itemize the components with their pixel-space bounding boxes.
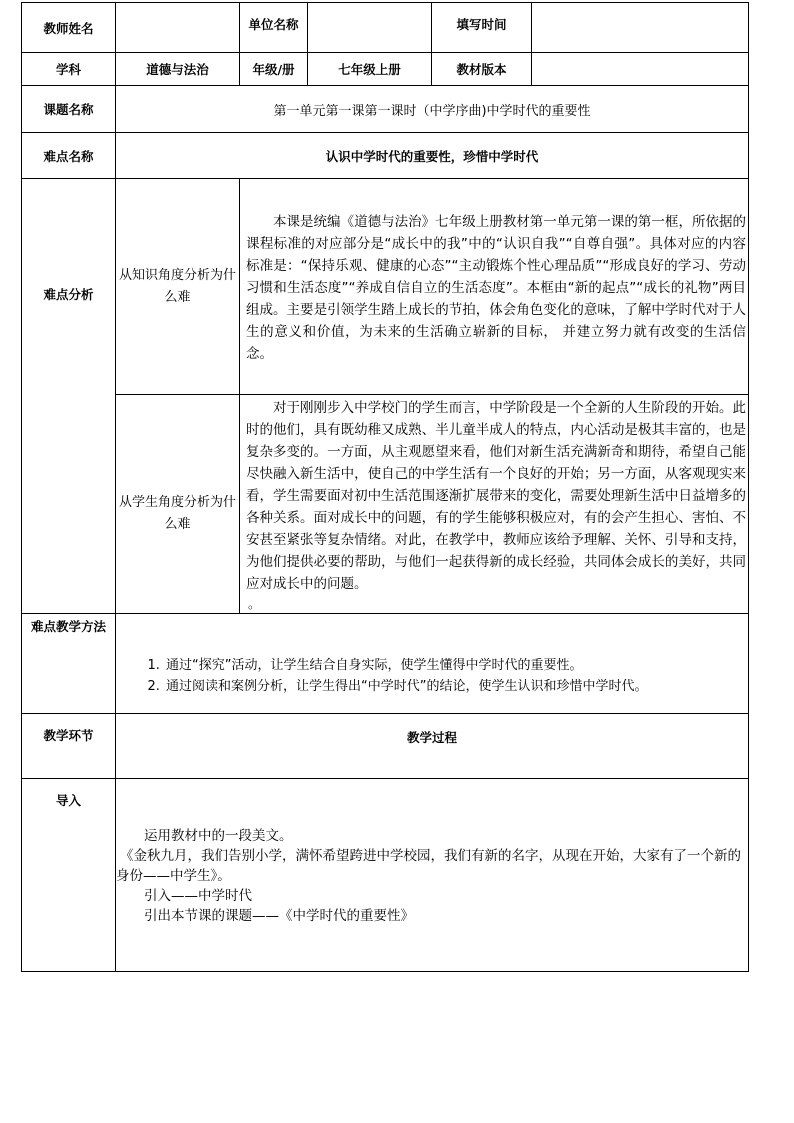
methods-list — [116, 655, 748, 697]
methods-cell[interactable] — [116, 614, 749, 714]
student-analysis-trailing: 。 — [248, 596, 261, 611]
intro-line-1: 运用教材中的一段美文。 — [144, 828, 293, 844]
intro-row — [22, 779, 749, 972]
fill-date-value[interactable] — [532, 3, 749, 53]
header-row-1 — [22, 3, 749, 53]
intro-line-3: 引入——中学时代 — [144, 888, 252, 904]
grade-label: 年级/册 — [240, 53, 308, 86]
teaching-process-label: 教学过程 — [116, 714, 749, 779]
subject-label: 学科 — [22, 53, 116, 86]
methods-row — [22, 614, 749, 714]
teaching-step-label: 教学环节 — [22, 714, 116, 779]
intro-line-2: 《金秋九月，我们告别小学，满怀希望跨进中学校园，我们有新的名字，从现在开始，大家有了一个新的身份——中学生》。 — [116, 848, 741, 884]
fill-date-label: 填写时间 — [432, 3, 532, 53]
method-item-1: 1. 通过“探究”活动，让学生结合自身实际，使学生懂得中学时代的重要性。 — [164, 655, 748, 676]
topic-label: 课题名称 — [22, 86, 116, 133]
student-analysis-text: 对于刚刚步入中学校门的学生而言，中学阶段是一个全新的人生阶段的开始。此时的他们，具有既幼稚又成熟、半儿童半成人的特点，内心活动是极其丰富的，也是复杂多变的。一方面，从主观愿望来看，他们对新生活充满新奇和期待，希望自己能尽快融入新生活中，使自己的中学生活有一个良好的开始；另一方面，从客观现实来看，学生需要面对初中生活范围逐渐扩展带来的变化，需要处理新生活中日益增多的各种关系。面对成长中的问题，有的学生能够积极应对，有的会产生担心、害怕、不安甚至紧张等复杂情绪。对此，在教学中，教师应该给予理解、关怀、引导和支持，为他们提供必要的帮助，与他们一起获得新的成长经验，共同体会成长的美好，共同应对成长中的问题。 — [246, 400, 746, 592]
unit-name-label: 单位名称 — [240, 3, 308, 53]
knowledge-analysis-cell[interactable] — [240, 179, 749, 395]
method-item-2: 2. 通过阅读和案例分析，让学生得出“中学时代”的结论，使学生认识和珍惜中学时代。 — [164, 676, 748, 697]
knowledge-angle-label: 从知识角度分析为什么难 — [116, 179, 240, 395]
subject-value[interactable]: 道德与法治 — [116, 53, 240, 86]
knowledge-analysis-text: 本课是统编《道德与法治》七年级上册教材第一单元第一课的第一框，所依据的课程标准的对应部分是“成长中的我”中的“认识自我”“自尊自强”。具体对应的内容标准是：“保持乐观、健康的心态”“主动锻炼个性心理品质”“形成良好的学习、劳动习惯和生活态度”“养成自信自立的生活态度”。本框由“新的起点”“成长的礼物”两目组成。主要是引领学生踏上成长的节拍，体会角色变化的意味，了解中学时代对于人生的意义和价值，为未来的生活确立崭新的目标， 并建立努力就有改变的生活信念。 — [246, 213, 746, 362]
difficulty-label: 难点名称 — [22, 133, 116, 179]
knowledge-analysis-row — [22, 179, 749, 395]
student-analysis-cell[interactable] — [240, 395, 749, 614]
teacher-name-label: 教师姓名 — [22, 3, 116, 53]
teacher-name-value[interactable] — [116, 3, 240, 53]
lesson-plan-table — [21, 2, 749, 972]
edition-label: 教材版本 — [432, 53, 532, 86]
methods-label: 难点教学方法 — [22, 614, 116, 714]
intro-label: 导入 — [22, 779, 116, 972]
unit-name-value[interactable] — [308, 3, 432, 53]
edition-value[interactable] — [532, 53, 749, 86]
topic-row — [22, 86, 749, 133]
grade-value[interactable]: 七年级上册 — [308, 53, 432, 86]
difficulty-row — [22, 133, 749, 179]
intro-line-4: 引出本节课的课题——《中学时代的重要性》 — [144, 908, 414, 924]
student-analysis-row — [22, 395, 749, 614]
difficulty-value[interactable]: 认识中学时代的重要性，珍惜中学时代 — [116, 133, 749, 179]
student-angle-label: 从学生角度分析为什么难 — [116, 395, 240, 614]
analysis-label: 难点分析 — [22, 179, 116, 614]
header-row-2 — [22, 53, 749, 86]
process-header-row — [22, 714, 749, 779]
intro-cell[interactable] — [116, 779, 749, 972]
topic-value[interactable]: 第一单元第一课第一课时（中学序曲)中学时代的重要性 — [116, 86, 749, 133]
